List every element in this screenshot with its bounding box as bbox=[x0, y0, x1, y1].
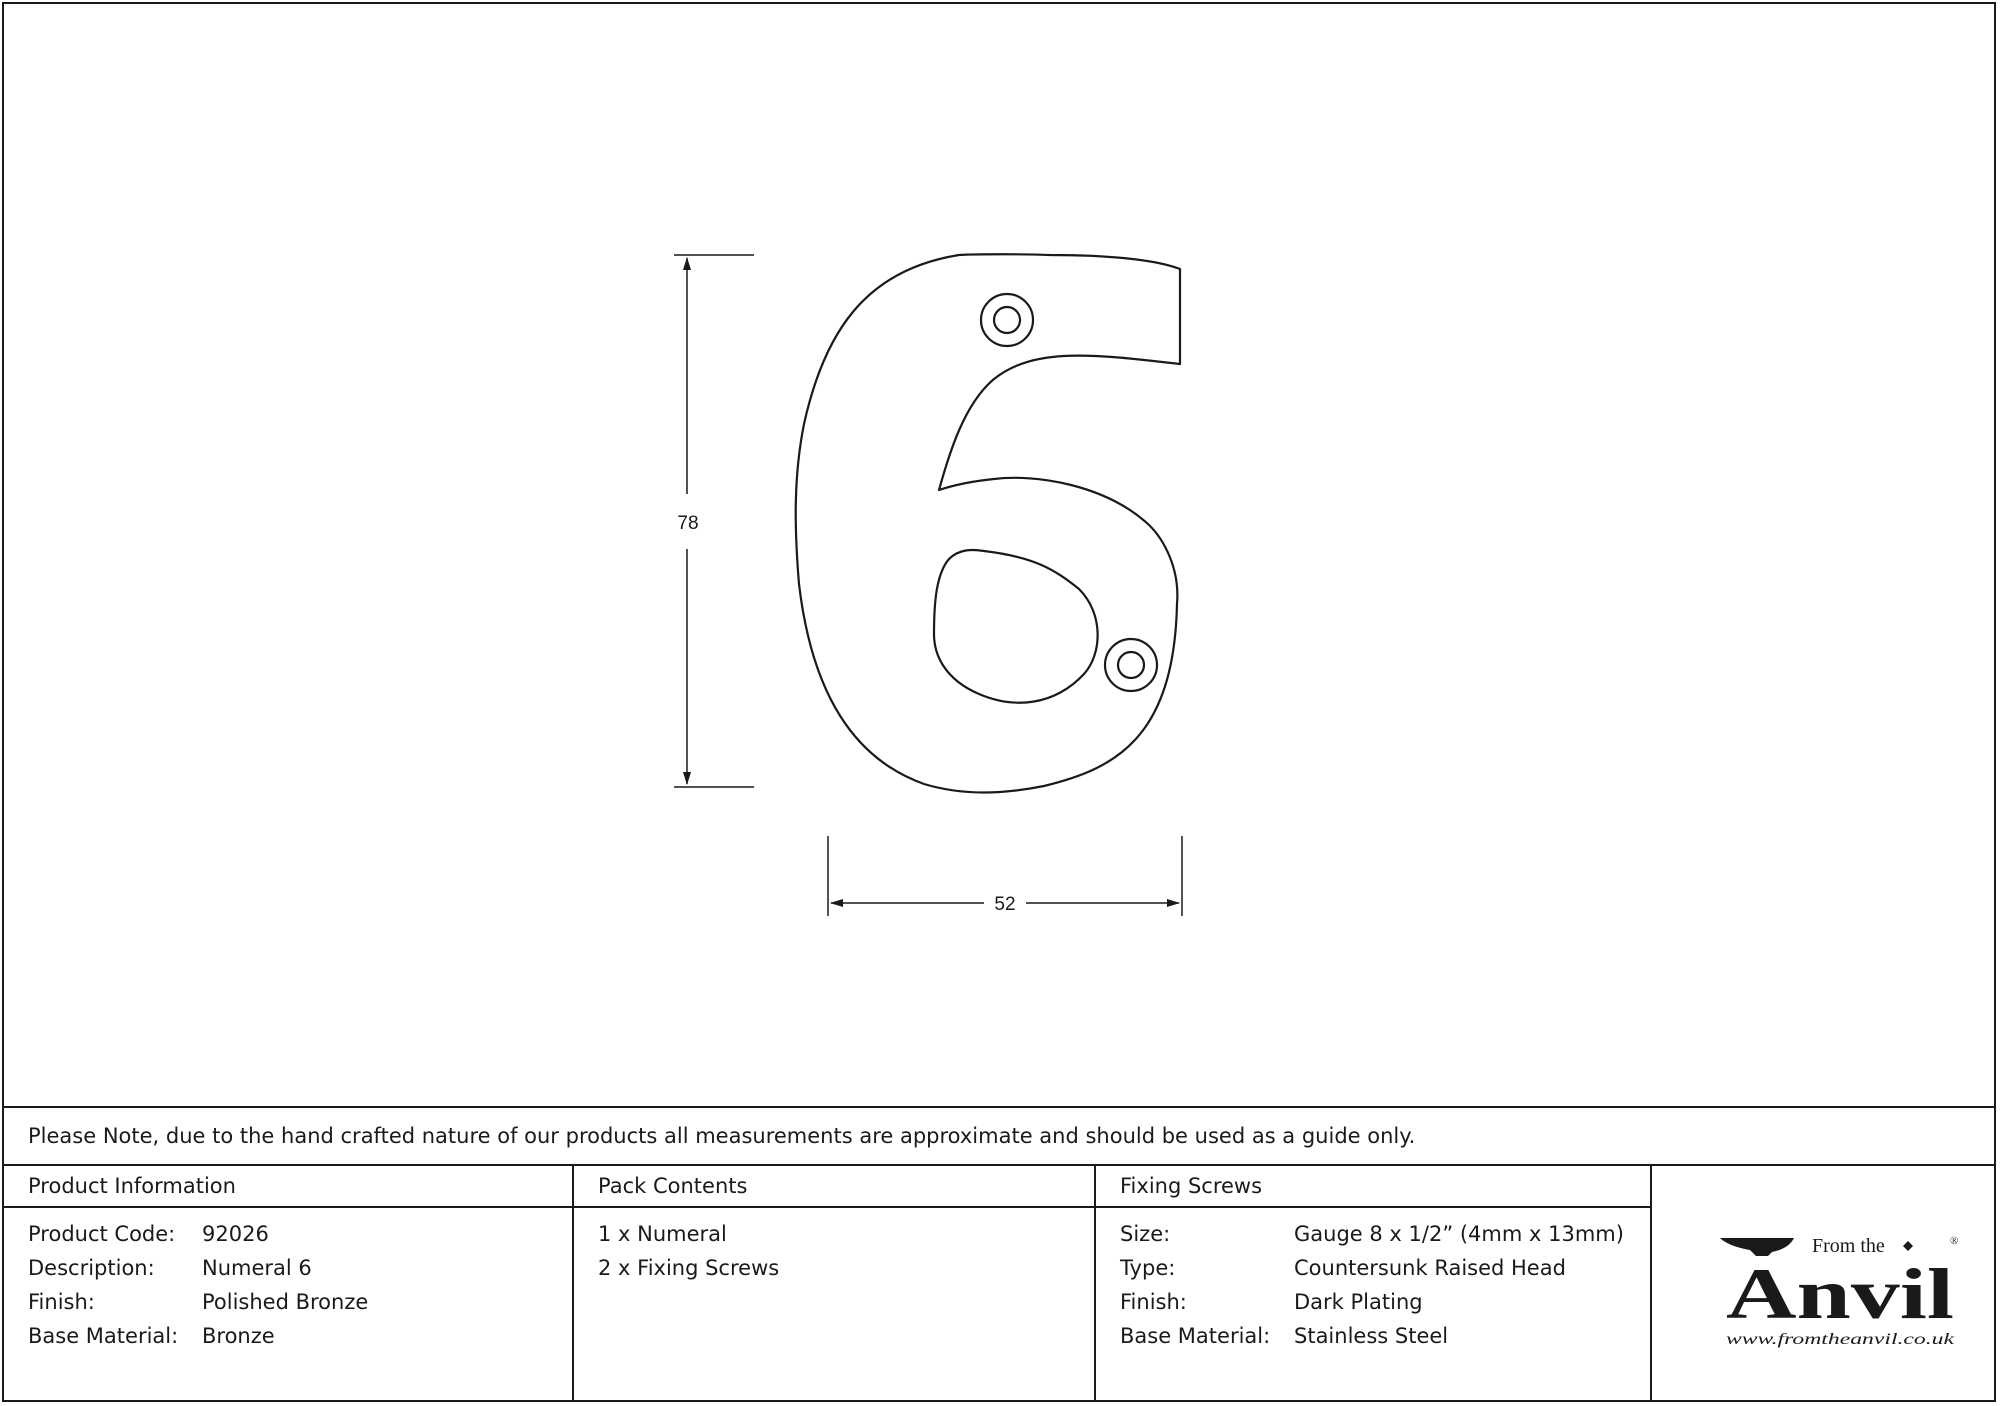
logo-diamond-icon bbox=[1903, 1241, 1913, 1251]
screw-material-row bbox=[1120, 1324, 1640, 1358]
width-arrow-left bbox=[830, 899, 843, 907]
product-code-value: 92026 bbox=[202, 1222, 269, 1246]
product-information-header bbox=[4, 1166, 572, 1208]
logo-panel bbox=[1652, 1166, 1994, 1402]
height-arrow-bottom bbox=[683, 772, 691, 785]
screw-type-row bbox=[1120, 1256, 1640, 1290]
logo-from-the: From the bbox=[1812, 1235, 1885, 1257]
screw-material-value: Stainless Steel bbox=[1294, 1324, 1449, 1348]
note-text: Please Note, due to the hand crafted nature of our products all measurements are approximate and should be used as a guide only. bbox=[28, 1124, 1416, 1148]
pack-item-text: 2 x Fixing Screws bbox=[598, 1256, 780, 1280]
width-dimension-label: 52 bbox=[994, 894, 1016, 915]
logo-url: www.fromtheanvil.co.uk bbox=[1726, 1331, 1956, 1348]
screw-hole-bottom-inner bbox=[1118, 652, 1144, 678]
description-row bbox=[28, 1256, 562, 1290]
height-arrow-top bbox=[683, 257, 691, 270]
screw-finish-value: Dark Plating bbox=[1294, 1290, 1423, 1314]
logo-name: Anvil bbox=[1726, 1254, 1954, 1334]
base-material-label: Base Material: bbox=[28, 1324, 179, 1348]
description-label: Description: bbox=[28, 1256, 155, 1280]
screw-finish-label: Finish: bbox=[1120, 1290, 1187, 1314]
product-information-heading: Product Information bbox=[28, 1174, 236, 1198]
finish-row bbox=[28, 1290, 562, 1324]
product-code-label: Product Code: bbox=[28, 1222, 176, 1246]
logo-registered-mark: ® bbox=[1950, 1235, 1959, 1247]
height-dimension-label: 78 bbox=[677, 513, 699, 534]
measurement-note bbox=[4, 1106, 1994, 1166]
fixing-screws-header bbox=[1096, 1166, 1650, 1208]
screw-type-value: Countersunk Raised Head bbox=[1294, 1256, 1566, 1280]
numeral-six-counter bbox=[934, 550, 1098, 703]
screw-hole-top-inner bbox=[994, 307, 1020, 333]
base-material-value: Bronze bbox=[202, 1324, 275, 1348]
screw-size-value: Gauge 8 x 1/2” (4mm x 13mm) bbox=[1294, 1222, 1624, 1246]
fixing-screws-heading: Fixing Screws bbox=[1120, 1174, 1263, 1198]
product-code-row bbox=[28, 1222, 562, 1256]
finish-label: Finish: bbox=[28, 1290, 95, 1314]
drawing-sheet bbox=[2, 2, 1996, 1402]
screw-material-label: Base Material: bbox=[1120, 1324, 1271, 1348]
width-arrow-right bbox=[1167, 899, 1180, 907]
product-information-panel bbox=[4, 1166, 574, 1402]
base-material-row bbox=[28, 1324, 562, 1358]
fixing-screws-panel bbox=[1096, 1166, 1652, 1402]
screw-type-label: Type: bbox=[1120, 1256, 1176, 1280]
numeral-six-outline bbox=[796, 254, 1180, 792]
screw-finish-row bbox=[1120, 1290, 1640, 1324]
screw-hole-bottom-outer bbox=[1105, 639, 1157, 691]
screw-hole-top-outer bbox=[981, 294, 1033, 346]
pack-contents-panel bbox=[574, 1166, 1096, 1402]
finish-value: Polished Bronze bbox=[202, 1290, 369, 1314]
pack-item bbox=[598, 1222, 1084, 1256]
screw-size-label: Size: bbox=[1120, 1222, 1171, 1246]
pack-contents-heading: Pack Contents bbox=[598, 1174, 748, 1198]
from-the-anvil-logo bbox=[1712, 1226, 1972, 1366]
description-value: Numeral 6 bbox=[202, 1256, 312, 1280]
pack-item-text: 1 x Numeral bbox=[598, 1222, 727, 1246]
technical-drawing bbox=[4, 4, 1998, 1108]
pack-contents-header bbox=[574, 1166, 1094, 1208]
screw-size-row bbox=[1120, 1222, 1640, 1256]
pack-item bbox=[598, 1256, 1084, 1290]
